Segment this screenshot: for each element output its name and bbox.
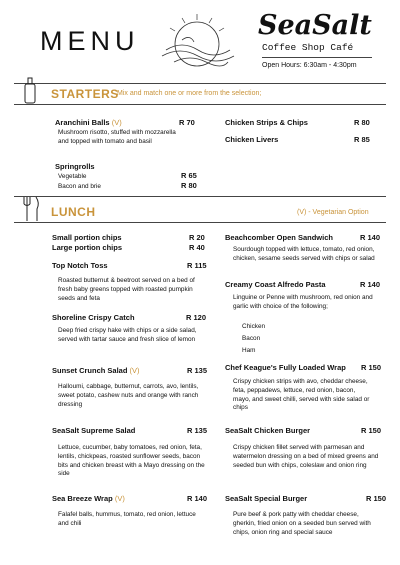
- hake-price: R 120: [186, 313, 207, 322]
- springrolls-bacon: Bacon and brie: [58, 183, 101, 190]
- opening-hours: Open Hours: 6:30am - 4:30pm: [262, 62, 357, 69]
- arancini-price: R 70: [179, 118, 195, 127]
- starters-subtitle: Mix and match one or more from the selection;: [117, 90, 262, 97]
- springrolls-name: Springrolls: [55, 162, 95, 171]
- lunch-divider: [14, 196, 386, 197]
- alfredo-price: R 140: [360, 280, 381, 289]
- alfredo-option-bacon: Bacon: [242, 335, 261, 342]
- livers-price: R 85: [354, 135, 370, 144]
- chicken-burger-price: R 150: [361, 426, 382, 435]
- large-chips-price: R 40: [189, 243, 205, 252]
- beachcomber-desc: Sourdough topped with lettuce, tomato, red onion, chicken, sesame seeds served with chips or salad: [233, 246, 375, 262]
- lunch-bottom-divider: [14, 222, 386, 223]
- supreme-desc: Lettuce, cucumber, baby tomatoes, red onion, feta, lentils, chickpeas, roasted sunflower seeds, bacon bits and chicken breast with a Mayo dressing on the side: [58, 444, 205, 478]
- header-divider: [262, 57, 372, 58]
- menu-title: MENU: [40, 26, 140, 56]
- veg-note: (V) - Vegetarian Option: [297, 209, 369, 216]
- small-chips-name: Small portion chips: [52, 233, 122, 242]
- hake-name: Shoreline Crispy Catch: [52, 313, 135, 322]
- beachcomber-name: Beachcomber Open Sandwich: [225, 233, 333, 242]
- springrolls-veg: Vegetable: [58, 173, 87, 180]
- keague-name: Chef Keague's Fully Loaded Wrap: [225, 363, 346, 372]
- alfredo-name: Creamy Coast Alfredo Pasta: [225, 280, 326, 289]
- lunch-title: LUNCH: [51, 205, 96, 219]
- breeze-desc: Falafel balls, hummus, tomato, red onion, lettuce and chili: [58, 511, 196, 527]
- breeze-name: Sea Breeze Wrap (V): [52, 494, 125, 503]
- special-burger-name: SeaSalt Special Burger: [225, 494, 308, 503]
- chicken-burger-name: SeaSalt Chicken Burger: [225, 426, 311, 435]
- sunset-desc: Halloumi, cabbage, butternut, carrots, avo, lentils, sweet potato, cashew nuts and orange with ranch dressing: [58, 383, 199, 408]
- starters-divider: [14, 83, 386, 84]
- beachcomber-price: R 140: [360, 233, 381, 242]
- keague-desc: Crispy chicken strips with avo, cheddar cheese, feta, peppadews, lettuce, red onion, bacon, mayo, and sweet chilli, served with side salad or chips: [233, 378, 370, 412]
- alfredo-option-ham: Ham: [242, 347, 256, 354]
- hake-desc: Deep fried crispy hake with chips or a side salad, served with tartar sauce and fresh slice of lemon: [58, 327, 197, 343]
- arancini-desc: Mushroom risotto, stuffed with mozzarella and topped with tomato and basil: [58, 129, 176, 145]
- special-burger-desc: Pure beef & pork patty with cheddar cheese, gherkin, fried onion on a seeded bun served with chips, onion ring and special sauce: [233, 511, 371, 536]
- large-chips-name: Large portion chips: [52, 243, 123, 252]
- sun-waves-logo-icon: [152, 6, 242, 72]
- strips-name: Chicken Strips & Chips: [225, 118, 308, 127]
- chicken-burger-desc: Crispy chicken fillet served with parmesan and watermelon dressing on a bed of mixed greens and seeded bun with chips, coleslaw and onion ring: [233, 444, 379, 469]
- livers-name: Chicken Livers: [225, 135, 279, 144]
- springrolls-veg-price: R 65: [181, 171, 197, 180]
- brand-name: SeaSalt: [258, 10, 372, 41]
- brand-tagline: Coffee Shop Café: [262, 42, 354, 53]
- top-notch-name: Top Notch Toss: [52, 261, 108, 270]
- starters-bottom-divider: [14, 104, 386, 105]
- top-notch-desc: Roasted butternut & beetroot served on a bed of fresh baby greens topped with roasted pumpkin seeds and feta: [58, 277, 195, 302]
- sunset-price: R 135: [187, 366, 208, 375]
- starters-title: STARTERS: [51, 87, 119, 101]
- keague-price: R 150: [361, 363, 382, 372]
- cutting-board-icon: [22, 77, 38, 105]
- alfredo-option-chicken: Chicken: [242, 323, 266, 330]
- special-burger-price: R 150: [366, 494, 387, 503]
- supreme-price: R 135: [187, 426, 208, 435]
- alfredo-desc: Linguine or Penne with mushroom, red onion and garlic with choice of the following;: [233, 294, 373, 310]
- strips-price: R 80: [354, 118, 370, 127]
- arancini-name: Aranchini Balls (V): [55, 118, 122, 127]
- small-chips-price: R 20: [189, 233, 205, 242]
- fork-knife-icon: [22, 195, 42, 223]
- breeze-price: R 140: [187, 494, 208, 503]
- springrolls-bacon-price: R 80: [181, 181, 197, 190]
- top-notch-price: R 115: [187, 261, 207, 270]
- sunset-name: Sunset Crunch Salad (V): [52, 366, 140, 375]
- supreme-name: SeaSalt Supreme Salad: [52, 426, 136, 435]
